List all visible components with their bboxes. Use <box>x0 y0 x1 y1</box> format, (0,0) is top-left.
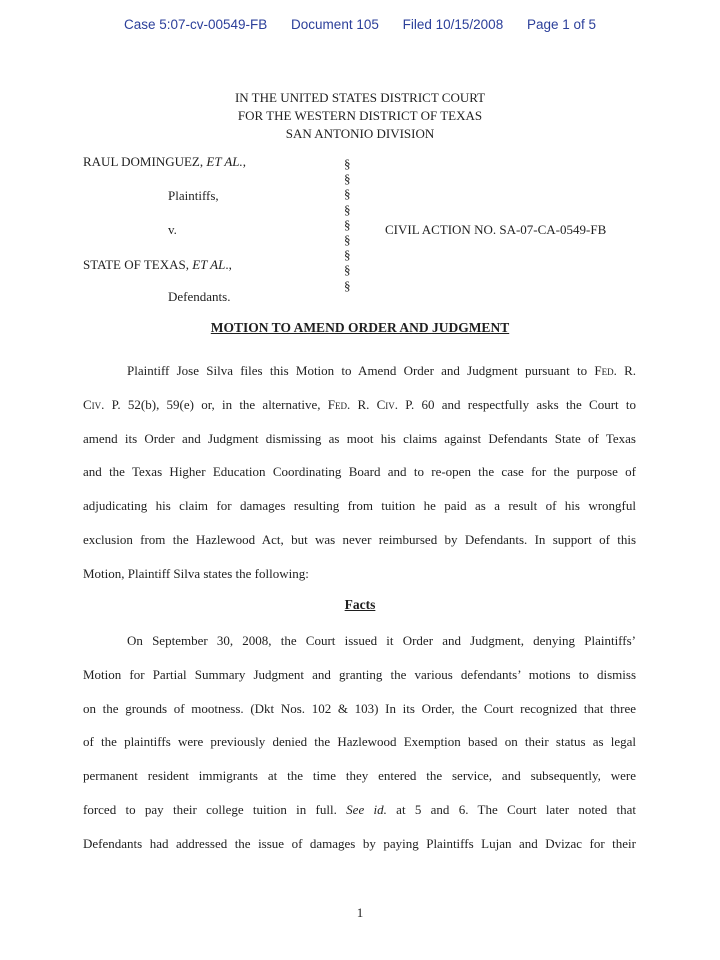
intro-line: amend its Order and Judgment dismissing as moot his claims against Defendants State of Texas <box>83 430 636 446</box>
section-symbol: § <box>344 277 351 293</box>
court-line-2: FOR THE WESTERN DISTRICT OF TEXAS <box>237 108 483 123</box>
facts-line: On September 30, 2008, the Court issued it Order and Judgment, denying Plaintiffs’ <box>127 633 636 648</box>
facts-paragraph <box>83 624 636 861</box>
document-title: MOTION TO AMEND ORDER AND JUDGMENT <box>210 320 510 335</box>
plaintiff-name: RAUL DOMINGUEZ, ET AL., <box>83 154 246 169</box>
intro-paragraph <box>83 354 636 591</box>
section-symbol: § <box>344 247 351 263</box>
facts-line: Motion for Partial Summary Judgment and granting the various defendants’ motions to dismiss <box>83 666 636 682</box>
section-symbol: § <box>344 216 351 232</box>
section-symbol-column <box>344 156 351 293</box>
plaintiffs-label: Plaintiffs, <box>168 188 219 203</box>
facts-line: permanent resident immigrants at the time they entered the service, and subsequently, were <box>83 768 636 784</box>
section-symbol: § <box>344 156 351 171</box>
section-symbol: § <box>344 201 351 217</box>
facts-line: on the grounds of mootness. (Dkt Nos. 102 & 103) In its Order, the Court recognized that three <box>83 700 636 716</box>
intro-line: and the Texas Higher Education Coordinating Board and to re-open the case for the purpose of <box>83 464 636 480</box>
court-heading <box>0 89 720 143</box>
court-line-3: SAN ANTONIO DIVISION <box>285 126 435 141</box>
section-symbol: § <box>344 262 351 278</box>
section-symbol: § <box>344 171 351 187</box>
page-number: 1 <box>356 905 364 920</box>
intro-line: Plaintiff Jose Silva files this Motion to Amend Order and Judgment pursuant to Fed. R. <box>127 363 636 378</box>
civil-action-number: CIVIL ACTION NO. SA-07-CA-0549-FB <box>385 222 607 237</box>
facts-line: of the plaintiffs were previously denied the Hazlewood Exemption based on their status as legal <box>83 734 636 750</box>
section-symbol: § <box>344 231 351 247</box>
defendants-label: Defendants. <box>168 289 231 304</box>
intro-line: exclusion from the Hazlewood Act, but was never reimbursed by Defendants. In support of this <box>83 531 636 547</box>
ecf-header <box>0 17 720 32</box>
case-number: Case 5:07-cv-00549-FB <box>123 17 268 32</box>
facts-line: Defendants had addressed the issue of damages by paying Plaintiffs Lujan and Dvizac for their <box>83 835 636 851</box>
filed-date: Filed 10/15/2008 <box>402 17 504 32</box>
versus-label: v. <box>168 222 177 237</box>
defendant-name: STATE OF TEXAS, ET AL., <box>83 257 232 272</box>
intro-line: adjudicating his claim for damages resulting from tuition he paid as a result of his wrongful <box>83 498 636 514</box>
facts-line: forced to pay their college tuition in full. See id. at 5 and 6. The Court later noted that <box>83 801 636 817</box>
court-line-1: IN THE UNITED STATES DISTRICT COURT <box>234 90 486 105</box>
intro-line: Civ. P. 52(b), 59(e) or, in the alternative, Fed. R. Civ. P. 60 and respectfully asks the Court to <box>83 396 636 412</box>
document-number: Document 105 <box>291 17 379 32</box>
intro-line: Motion, Plaintiff Silva states the following: <box>83 565 309 581</box>
page-indicator: Page 1 of 5 <box>526 17 597 32</box>
section-symbol: § <box>344 186 351 202</box>
facts-heading: Facts <box>344 597 376 612</box>
